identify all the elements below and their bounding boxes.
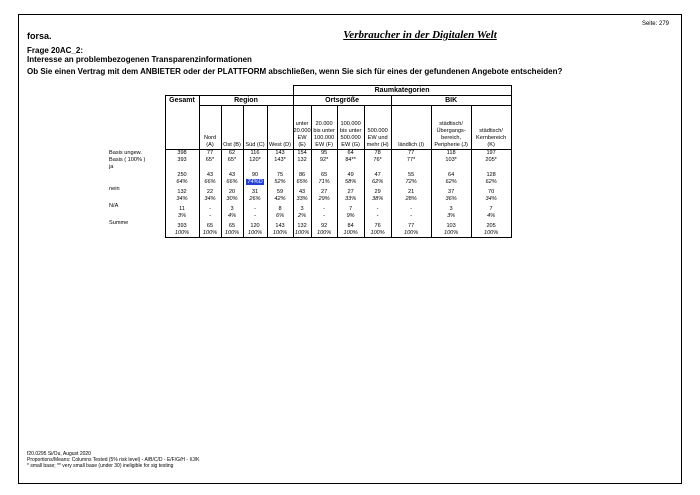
cell-count: 116 xyxy=(250,150,260,156)
table-cell xyxy=(311,186,337,203)
table-cell xyxy=(471,150,511,158)
table-cell xyxy=(391,164,431,186)
table-cell xyxy=(337,157,364,164)
cell-count: 43 xyxy=(206,172,214,178)
header-region: Region xyxy=(199,96,293,106)
table-cell xyxy=(431,150,471,158)
cell-percent-value: 64% xyxy=(176,179,188,185)
table-cell xyxy=(431,203,471,220)
cell-count: 393 xyxy=(177,157,187,163)
cell-percent-value: 62% xyxy=(445,179,457,185)
table-cell xyxy=(431,186,471,203)
cell-count: 154 xyxy=(297,150,307,156)
cell-percent-value: 34% xyxy=(485,196,497,202)
cell-count: 92* xyxy=(319,157,329,163)
cell-percent xyxy=(472,213,511,220)
cell-percent xyxy=(338,196,364,203)
cell-count: 86 xyxy=(298,172,306,178)
cell-count: 55 xyxy=(407,172,415,178)
row-label: Basis ungew. xyxy=(109,149,142,156)
cell-count: 49 xyxy=(347,172,354,178)
table-cell xyxy=(165,203,199,220)
cell-percent-value: 74%D xyxy=(247,179,263,185)
cell-percent xyxy=(338,179,364,186)
table-cell xyxy=(293,203,311,220)
cell-percent-value: 42% xyxy=(274,196,286,202)
cell-count: 393 xyxy=(177,223,187,229)
cell-count: 118 xyxy=(446,150,456,156)
row-label: N/A xyxy=(109,203,119,209)
cell-count: 64 xyxy=(347,150,354,156)
cell-percent xyxy=(392,196,431,203)
cell-percent-value: 100% xyxy=(294,230,310,236)
table-cell xyxy=(311,164,337,186)
header-bik: BIK xyxy=(391,96,511,106)
cell-percent-value: - xyxy=(323,213,326,219)
cell-percent-value: 100% xyxy=(174,230,190,236)
cell-percent xyxy=(244,213,267,220)
cell-count: 143* xyxy=(274,157,286,163)
table-cell xyxy=(471,164,511,186)
cell-count: 22 xyxy=(206,189,214,195)
cell-count: 3 xyxy=(230,206,234,212)
cell-percent-value: 66% xyxy=(204,179,216,185)
cell-count: 120* xyxy=(249,157,261,163)
cell-percent xyxy=(294,196,311,203)
table-cell xyxy=(243,220,267,238)
cell-count: 65* xyxy=(227,157,237,163)
cell-percent xyxy=(432,230,471,237)
table-cell xyxy=(199,164,221,186)
cell-percent xyxy=(472,230,511,237)
cell-count: 7 xyxy=(349,206,353,212)
cell-percent xyxy=(432,213,471,220)
col-header: ländlich (I) xyxy=(391,106,431,150)
cell-percent-value: 100% xyxy=(443,230,459,236)
table-cell xyxy=(221,220,243,238)
cell-count: 132 xyxy=(297,223,307,229)
cell-percent-value: 3% xyxy=(177,213,187,219)
col-header: 20.000 bis unter 100.000 EW (F) xyxy=(311,106,337,150)
col-header: West (D) xyxy=(267,106,293,150)
cell-percent xyxy=(200,213,221,220)
table-cell xyxy=(267,150,293,158)
cell-count: 143 xyxy=(275,150,285,156)
table-cell xyxy=(311,150,337,158)
table-cell xyxy=(221,186,243,203)
table-cell xyxy=(243,157,267,164)
table-cell xyxy=(293,150,311,158)
cell-count: 62 xyxy=(228,150,236,156)
cell-count: 143 xyxy=(275,223,285,229)
table-cell xyxy=(267,157,293,164)
table-cell xyxy=(431,220,471,238)
cell-count: 84 xyxy=(347,223,354,229)
cell-percent-value: 26% xyxy=(249,196,261,202)
col-header: Ost (B) xyxy=(221,106,243,150)
table-cell xyxy=(337,203,364,220)
cell-percent xyxy=(312,230,337,237)
table-cell xyxy=(337,186,364,203)
cell-count: 205 xyxy=(486,223,496,229)
table-cell xyxy=(311,203,337,220)
cell-count: 7 xyxy=(489,206,493,212)
cell-percent-value: 28% xyxy=(405,196,417,202)
cell-percent xyxy=(268,179,293,186)
cell-percent-value: 58% xyxy=(345,179,357,185)
cell-percent-value: 100% xyxy=(224,230,240,236)
table-cell xyxy=(471,157,511,164)
cell-percent xyxy=(392,230,431,237)
table-cell xyxy=(364,220,391,238)
cell-count: 84** xyxy=(345,157,356,163)
table-cell xyxy=(199,203,221,220)
cell-count: 120 xyxy=(250,223,260,229)
cell-percent xyxy=(432,196,471,203)
table-cell xyxy=(431,157,471,164)
cell-count: 27 xyxy=(320,189,328,195)
table-row xyxy=(107,150,511,158)
cell-count: 27 xyxy=(347,189,354,195)
document-title: Verbraucher in der Digitalen Welt xyxy=(343,29,497,41)
cell-count: 398 xyxy=(177,150,187,156)
cell-percent xyxy=(365,179,391,186)
cell-percent-value: 100% xyxy=(483,230,499,236)
table-row xyxy=(107,186,511,203)
table-cell xyxy=(165,157,199,164)
cell-percent xyxy=(166,230,199,237)
cell-percent-value: 9% xyxy=(346,213,355,219)
cell-percent-value: - xyxy=(254,213,256,219)
cell-percent xyxy=(294,230,311,237)
col-header: Süd (C) xyxy=(243,106,267,150)
cell-count: 132 xyxy=(297,157,307,163)
table-cell xyxy=(471,220,511,238)
cell-percent xyxy=(432,179,471,186)
cell-percent xyxy=(312,179,337,186)
col-header: unter 20.000 EW (E) xyxy=(293,106,311,150)
table-cell xyxy=(364,203,391,220)
header-gesamt: Gesamt xyxy=(165,96,199,150)
cell-count: 65 xyxy=(228,223,236,229)
cell-percent-value: 34% xyxy=(176,196,188,202)
brand-logo: forsa. xyxy=(27,31,52,41)
cell-count: 77* xyxy=(406,157,416,163)
table-cell xyxy=(391,150,431,158)
cell-percent-value: 100% xyxy=(370,230,385,236)
cell-count: 205* xyxy=(485,157,497,163)
cell-count: 43 xyxy=(228,172,236,178)
cell-count: 43 xyxy=(298,189,306,195)
cell-count: 78 xyxy=(374,150,381,156)
cell-percent xyxy=(166,179,199,186)
crosstab-table xyxy=(107,85,512,238)
cell-percent-value: 71% xyxy=(318,179,330,185)
footer-study-id: f20.0295 Si/Ou, August 2020 xyxy=(27,451,91,457)
cell-percent xyxy=(365,213,391,220)
cell-percent xyxy=(244,196,267,203)
cell-percent xyxy=(294,213,311,220)
cell-percent xyxy=(244,179,267,186)
cell-count: 90 xyxy=(251,172,259,178)
cell-percent-value: 100% xyxy=(272,230,288,236)
cell-percent-value: 30% xyxy=(226,196,238,202)
cell-percent xyxy=(200,196,221,203)
table-cell xyxy=(471,186,511,203)
cell-count: 29 xyxy=(374,189,381,195)
cell-count: 75 xyxy=(276,172,284,178)
header-raumkategorien: Raumkategorien xyxy=(293,86,511,96)
cell-count: 3 xyxy=(300,206,304,212)
cell-count: 11 xyxy=(179,206,185,212)
header-ortsgroesse: Ortsgröße xyxy=(293,96,391,106)
cell-count: - xyxy=(410,206,413,212)
table-row xyxy=(107,157,511,164)
cell-count: 103* xyxy=(445,157,457,163)
col-header: städtisch/ Übergangs- bereich, Peripherie (J) xyxy=(431,106,471,150)
cell-count: 47 xyxy=(374,172,381,178)
cell-count: 3 xyxy=(449,206,453,212)
cell-percent xyxy=(222,230,243,237)
footer-test-note: Proportions/Means: Columns Tested (5% risk level) - A/B/C/D - E/F/G/H - I/J/K xyxy=(27,457,200,463)
cell-percent-value: - xyxy=(410,213,413,219)
cell-percent xyxy=(472,179,511,186)
cell-percent-value: 100% xyxy=(316,230,332,236)
row-label: Basis ( 100% ) xyxy=(109,157,146,163)
table-cell xyxy=(364,186,391,203)
question-code: Frage 20AC_2: xyxy=(27,46,84,55)
cell-percent xyxy=(244,230,267,237)
table-cell xyxy=(391,220,431,238)
cell-percent-value: 3% xyxy=(447,213,456,219)
table-cell xyxy=(243,203,267,220)
table-cell xyxy=(267,186,293,203)
table-cell xyxy=(243,164,267,186)
question-text: Ob Sie einen Vertrag mit dem ANBIETER oder der PLATTFORM abschließen, wenn Sie sich für eines der gefundenen Angebote entscheiden? xyxy=(27,67,563,76)
cell-percent-value: 100% xyxy=(202,230,218,236)
cell-count: 65 xyxy=(320,172,328,178)
cell-percent xyxy=(365,230,391,237)
page-number: Seite: 279 xyxy=(641,21,669,27)
cell-count: 37 xyxy=(447,189,455,195)
table-cell xyxy=(293,157,311,164)
col-header: Nord (A) xyxy=(199,106,221,150)
cell-count: 128 xyxy=(486,172,496,178)
cell-percent xyxy=(294,179,311,186)
cell-percent-value: 62% xyxy=(372,179,384,185)
cell-count: 65 xyxy=(206,223,214,229)
cell-count: 70 xyxy=(487,189,495,195)
cell-percent xyxy=(268,196,293,203)
cell-count: - xyxy=(323,206,326,212)
cell-percent-value: 66% xyxy=(226,179,238,185)
cell-count: 92 xyxy=(320,223,328,229)
table-cell xyxy=(391,157,431,164)
table-cell xyxy=(337,220,364,238)
table-cell xyxy=(221,150,243,158)
cell-percent-value: 72% xyxy=(405,179,417,185)
cell-percent-value: 100% xyxy=(343,230,358,236)
table-row xyxy=(107,220,511,238)
cell-percent xyxy=(338,230,364,237)
cell-percent xyxy=(166,196,199,203)
table-cell xyxy=(267,220,293,238)
cell-percent xyxy=(365,196,391,203)
cell-percent-value: 4% xyxy=(227,213,237,219)
table-row xyxy=(107,203,511,220)
cell-percent-value: 100% xyxy=(403,230,419,236)
cell-count: 20 xyxy=(228,189,236,195)
row-label: nein xyxy=(109,186,120,192)
table-row xyxy=(107,164,511,186)
cell-percent-value: - xyxy=(209,213,211,219)
cell-percent-value: - xyxy=(376,213,379,219)
cell-percent xyxy=(222,196,243,203)
cell-percent-value: 65% xyxy=(296,179,308,185)
table-cell xyxy=(364,164,391,186)
cell-count: 132 xyxy=(177,189,187,195)
cell-count: 77 xyxy=(407,150,415,156)
cell-percent xyxy=(268,213,293,220)
cell-percent xyxy=(392,179,431,186)
cell-count: 76* xyxy=(373,157,382,163)
table-cell xyxy=(337,164,364,186)
cell-percent xyxy=(312,213,337,220)
table-cell xyxy=(165,164,199,186)
cell-percent xyxy=(222,179,243,186)
table-cell xyxy=(199,150,221,158)
cell-percent xyxy=(166,213,199,220)
table-cell xyxy=(199,220,221,238)
table-cell xyxy=(431,164,471,186)
table-cell xyxy=(221,164,243,186)
table-cell xyxy=(243,186,267,203)
table-cell xyxy=(293,220,311,238)
footer-base-note: * small base; ** very small base (under 30) ineligible for sig testing xyxy=(27,463,174,469)
table-cell xyxy=(311,220,337,238)
cell-percent-value: 6% xyxy=(275,213,285,219)
report-page xyxy=(18,14,682,484)
row-label: ja xyxy=(109,164,114,170)
table-cell xyxy=(165,186,199,203)
cell-count: 21 xyxy=(407,189,415,195)
cell-count: 65* xyxy=(205,157,215,163)
cell-count: 77 xyxy=(206,150,214,156)
cell-count: 95 xyxy=(320,150,328,156)
cell-percent-value: 36% xyxy=(445,196,457,202)
cell-percent xyxy=(472,196,511,203)
cell-count: - xyxy=(209,206,211,212)
cell-count: 76 xyxy=(374,223,381,229)
table-cell xyxy=(471,203,511,220)
table-cell xyxy=(221,203,243,220)
cell-count: 103 xyxy=(446,223,456,229)
table-cell xyxy=(165,150,199,158)
col-header: 100.000 bis unter 500.000 EW (G) xyxy=(337,106,364,150)
cell-count: 31 xyxy=(251,189,259,195)
cell-count: 64 xyxy=(447,172,455,178)
cell-percent xyxy=(200,179,221,186)
cell-percent-value: 62% xyxy=(485,179,497,185)
cell-count: - xyxy=(254,206,256,212)
cell-percent xyxy=(268,230,293,237)
table-cell xyxy=(364,157,391,164)
cell-percent xyxy=(338,213,364,220)
cell-count: 250 xyxy=(177,172,187,178)
table-cell xyxy=(391,186,431,203)
cell-percent-value: 52% xyxy=(274,179,286,185)
cell-percent xyxy=(222,213,243,220)
table-cell xyxy=(293,164,311,186)
table-cell xyxy=(243,150,267,158)
row-label: Summe xyxy=(109,220,129,226)
cell-percent-value: 34% xyxy=(204,196,216,202)
table-cell xyxy=(267,164,293,186)
cell-percent-value: 33% xyxy=(296,196,308,202)
cell-percent-value: 38% xyxy=(372,196,384,202)
table-cell xyxy=(293,186,311,203)
table-cell xyxy=(311,157,337,164)
cell-percent-value: 2% xyxy=(298,213,307,219)
cell-percent xyxy=(392,213,431,220)
col-header: städtisch/ Kernbereich (K) xyxy=(471,106,511,150)
cell-percent-value: 4% xyxy=(487,213,496,219)
cell-count: 8 xyxy=(278,206,282,212)
table-cell xyxy=(391,203,431,220)
cell-percent-value: 33% xyxy=(345,196,357,202)
cell-percent xyxy=(312,196,337,203)
cell-count: 59 xyxy=(276,189,284,195)
cell-count: - xyxy=(376,206,379,212)
table-cell xyxy=(337,150,364,158)
table-cell xyxy=(165,220,199,238)
table-cell xyxy=(199,186,221,203)
cell-count: 197 xyxy=(486,150,496,156)
table-cell xyxy=(364,150,391,158)
cell-percent xyxy=(200,230,221,237)
col-header: 500.000 EW und mehr (H) xyxy=(364,106,391,150)
cell-percent-value: 29% xyxy=(318,196,330,202)
table-cell xyxy=(199,157,221,164)
cell-percent-value: 100% xyxy=(247,230,263,236)
table-cell xyxy=(267,203,293,220)
table-cell xyxy=(221,157,243,164)
cell-count: 77 xyxy=(407,223,415,229)
question-topic: Interesse an problembezogenen Transparenzinformationen xyxy=(27,55,252,64)
